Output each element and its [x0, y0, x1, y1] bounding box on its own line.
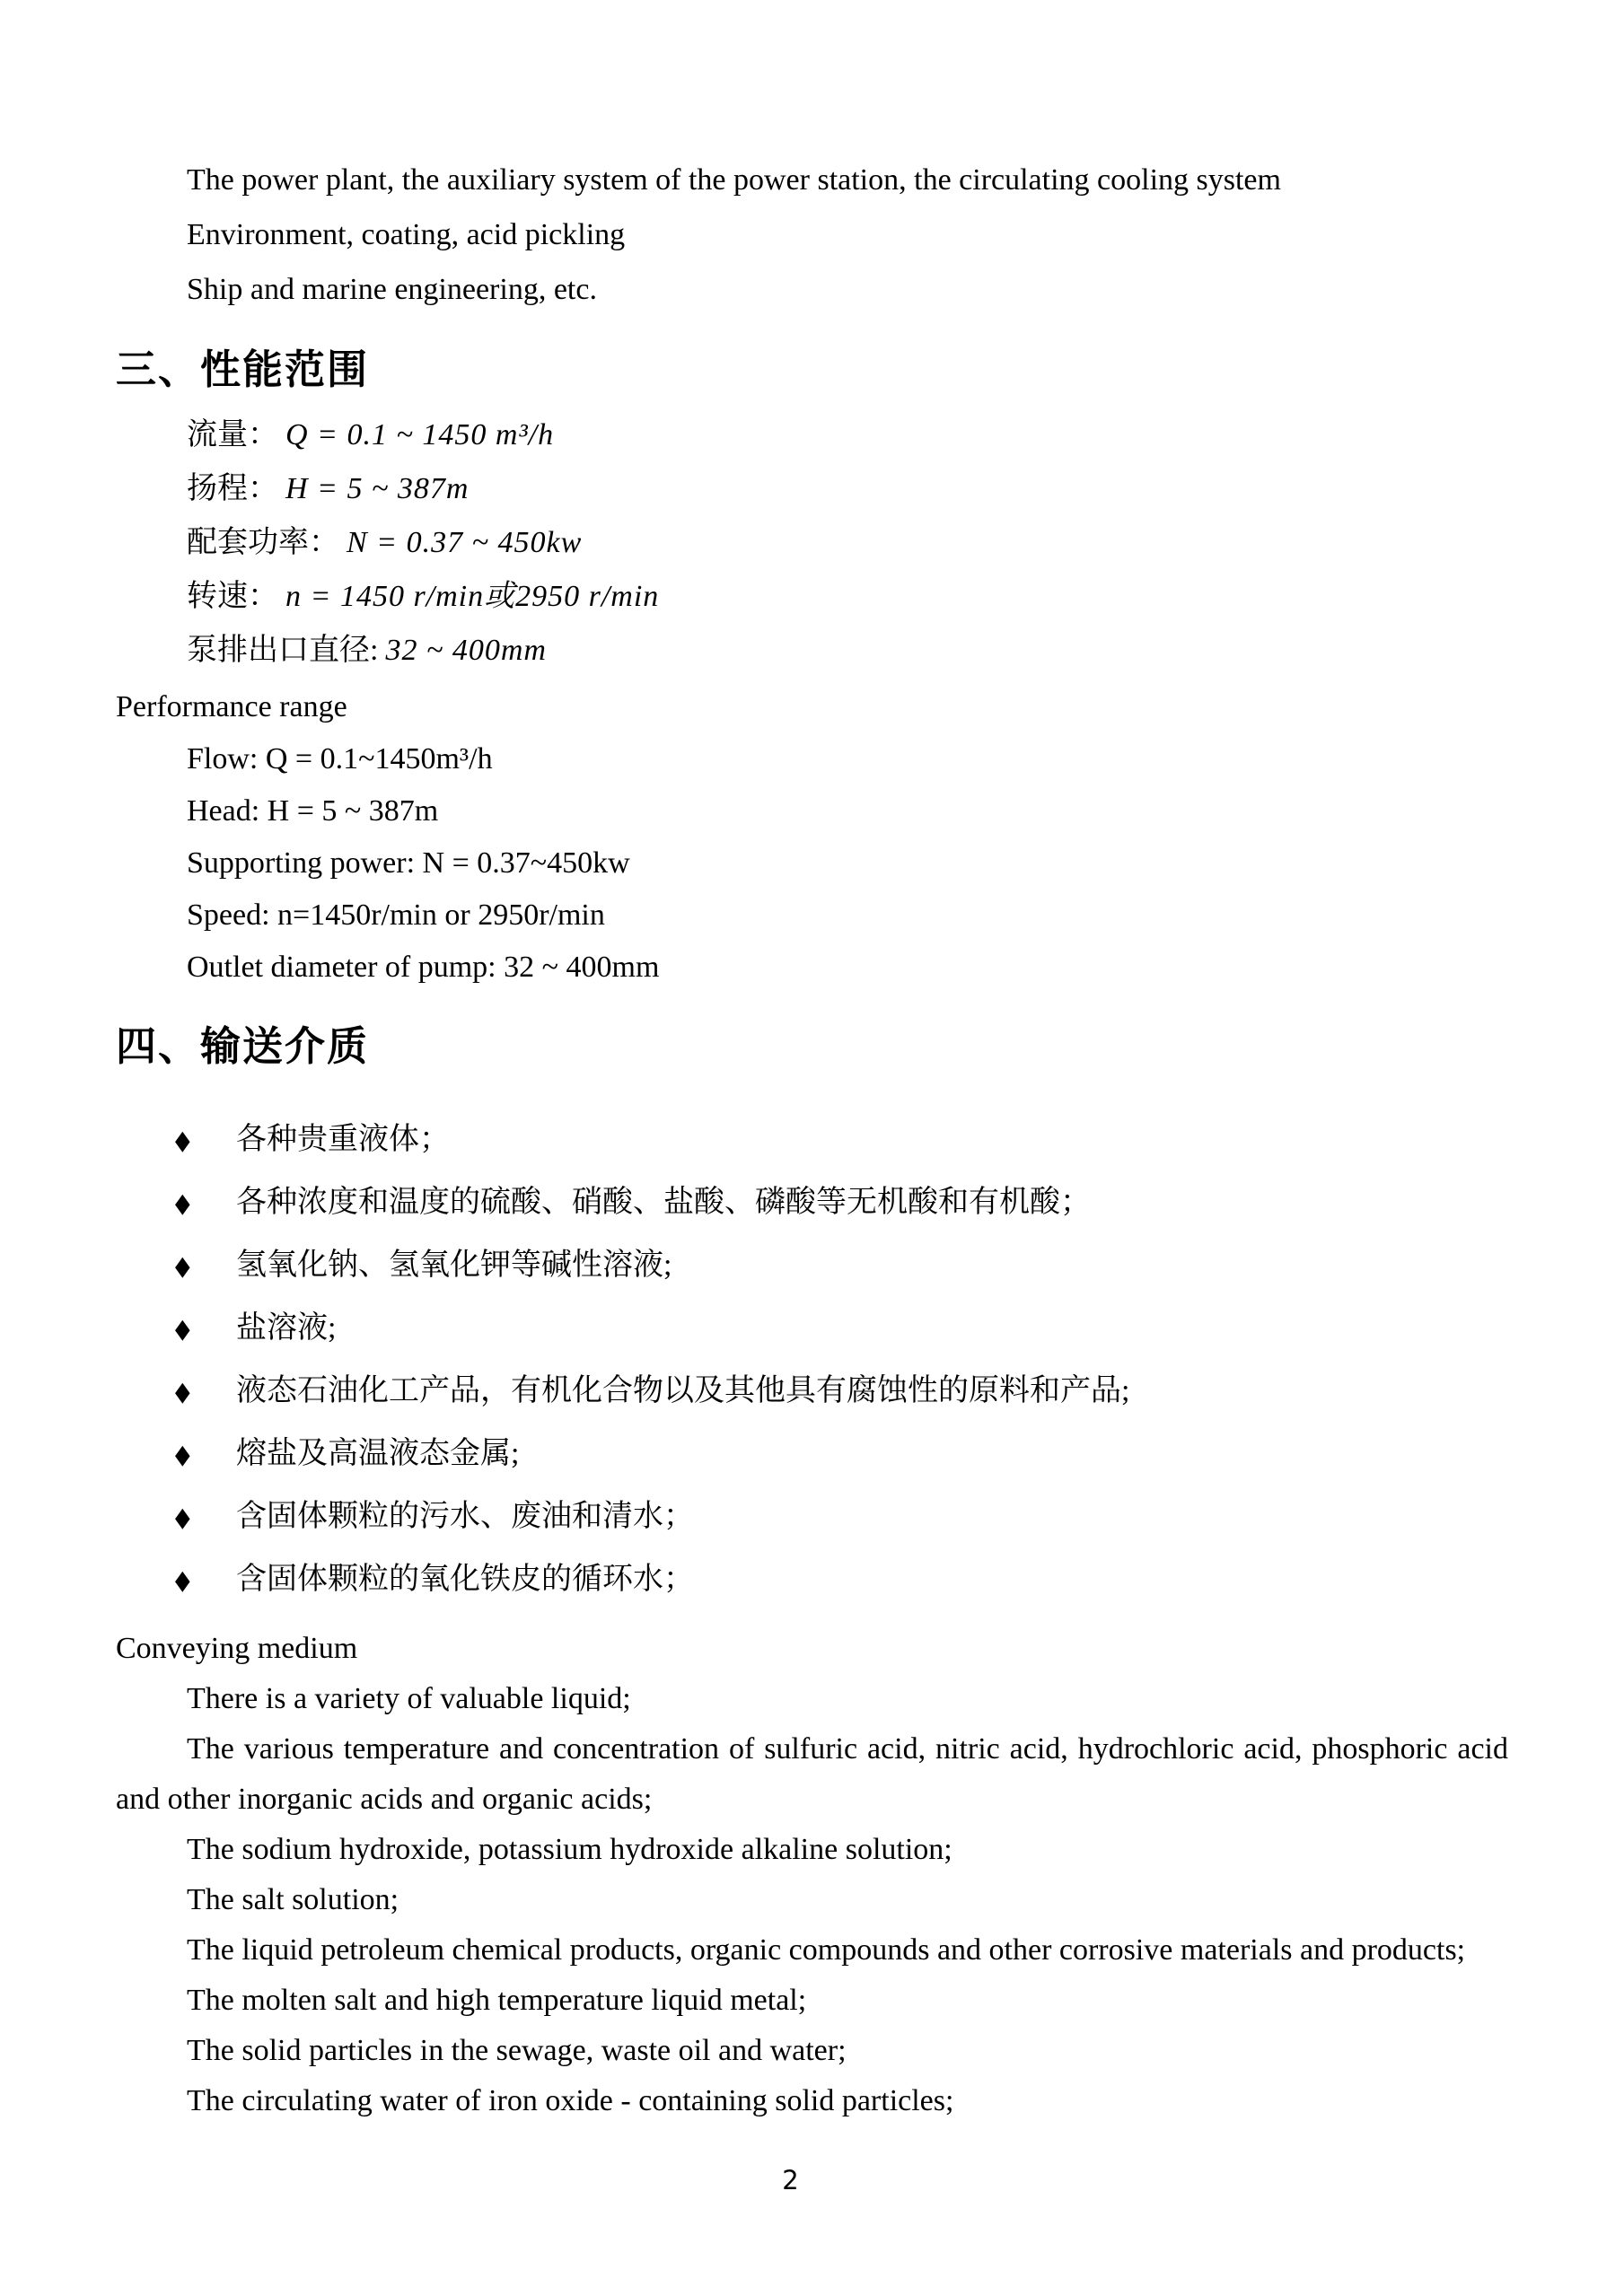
conveying-medium-en — [116, 1624, 1508, 2126]
performance-specs-cn — [116, 408, 1508, 678]
diamond-bullet-icon: ◆ — [175, 1313, 190, 1345]
diamond-bullet-icon: ◆ — [175, 1502, 190, 1533]
performance-specs-en — [116, 681, 1508, 994]
bullet-text: 含固体颗粒的污水、废油和清水； — [236, 1500, 694, 1533]
spec-label: 扬程： — [187, 472, 278, 505]
intro-line: The power plant, the auxiliary system of the power station, the circulating cooling system — [187, 163, 1281, 197]
list-item — [116, 1234, 1508, 1297]
list-item — [116, 1485, 1508, 1548]
bullet-text: 盐溶液; — [236, 1311, 337, 1345]
list-item — [116, 1548, 1508, 1611]
bullet-text: 液态石油化工产品，有机化合物以及其他具有腐蚀性的原料和产品; — [236, 1374, 1130, 1407]
spec-label: 泵排出口直径: — [187, 634, 379, 667]
bullet-text: 氢氧化钠、氢氧化钾等碱性溶液; — [236, 1249, 672, 1282]
spec-formula: N = 0.37 ~ 450kw — [347, 526, 583, 559]
paragraph: The circulating water of iron oxide - containing solid particles; — [187, 2084, 954, 2117]
paragraph: The molten salt and high temperature liquid metal; — [187, 1984, 807, 2017]
spec-line-outlet-diameter — [116, 624, 1508, 678]
medium-bullet-list — [116, 1109, 1508, 1611]
list-item — [116, 1109, 1508, 1171]
paragraph: The sodium hydroxide, potassium hydroxide alkaline solution; — [187, 1833, 952, 1866]
intro-line: Ship and marine engineering, etc. — [187, 273, 597, 306]
intro-section — [116, 0, 1508, 317]
spec-label: 流量： — [187, 418, 278, 451]
paragraph: The liquid petroleum chemical products, organic compounds and other corrosive materials and products; — [187, 1933, 1466, 1967]
paragraph: The various temperature and concentration of sulfuric acid, nitric acid, hydrochloric acid, phosphoric acid and other inorganic acids and organic acids; — [116, 1732, 1508, 1816]
spec-en-speed: Speed: n=1450r/min or 2950r/min — [187, 898, 605, 932]
spec-line-flow — [116, 408, 1508, 462]
conveying-medium-title-en: Conveying medium — [116, 1632, 358, 1665]
diamond-bullet-icon: ◆ — [175, 1376, 190, 1407]
spec-en-head: Head: H = 5 ~ 387m — [187, 794, 439, 828]
bullet-text: 各种浓度和温度的硫酸、硝酸、盐酸、磷酸等无机酸和有机酸； — [236, 1186, 1091, 1219]
spec-formula: n = 1450 r/min或2950 r/min — [285, 580, 660, 613]
diamond-bullet-icon: ◆ — [175, 1250, 190, 1282]
paragraph: The salt solution; — [187, 1883, 399, 1916]
diamond-bullet-icon: ◆ — [175, 1439, 190, 1470]
spec-en-outlet-diameter: Outlet diameter of pump: 32 ~ 400mm — [187, 951, 660, 984]
paragraph: The solid particles in the sewage, waste oil and water; — [187, 2034, 847, 2067]
spec-formula: Q = 0.1 ~ 1450 m³/h — [285, 418, 555, 451]
section-heading-performance-range-cn: 三、性能范围 — [116, 346, 370, 393]
spec-label: 转速： — [187, 580, 278, 613]
section-heading-conveying-medium-cn: 四、输送介质 — [116, 1022, 370, 1070]
performance-range-title-en: Performance range — [116, 690, 347, 723]
spec-formula: 32 ~ 400mm — [385, 634, 547, 667]
list-item — [116, 1423, 1508, 1485]
spec-en-power: Supporting power: N = 0.37~450kw — [187, 846, 630, 880]
diamond-bullet-icon: ◆ — [175, 1564, 190, 1596]
bullet-text: 熔盐及高温液态金属; — [236, 1437, 520, 1470]
diamond-bullet-icon: ◆ — [175, 1187, 190, 1219]
spec-line-speed — [116, 570, 1508, 624]
list-item — [116, 1360, 1508, 1423]
bullet-text: 含固体颗粒的氧化铁皮的循环水； — [236, 1563, 694, 1596]
spec-line-power — [116, 516, 1508, 570]
spec-line-head — [116, 462, 1508, 516]
diamond-bullet-icon: ◆ — [175, 1125, 190, 1156]
spec-label: 配套功率： — [187, 526, 339, 559]
intro-line: Environment, coating, acid pickling — [187, 218, 626, 251]
bullet-text: 各种贵重液体； — [236, 1123, 450, 1156]
page-number: 2 — [782, 2165, 799, 2195]
list-item — [116, 1297, 1508, 1360]
spec-formula: H = 5 ~ 387m — [285, 472, 470, 505]
list-item — [116, 1171, 1508, 1234]
paragraph: There is a variety of valuable liquid; — [187, 1682, 631, 1715]
spec-en-flow: Flow: Q = 0.1~1450m³/h — [187, 742, 493, 776]
